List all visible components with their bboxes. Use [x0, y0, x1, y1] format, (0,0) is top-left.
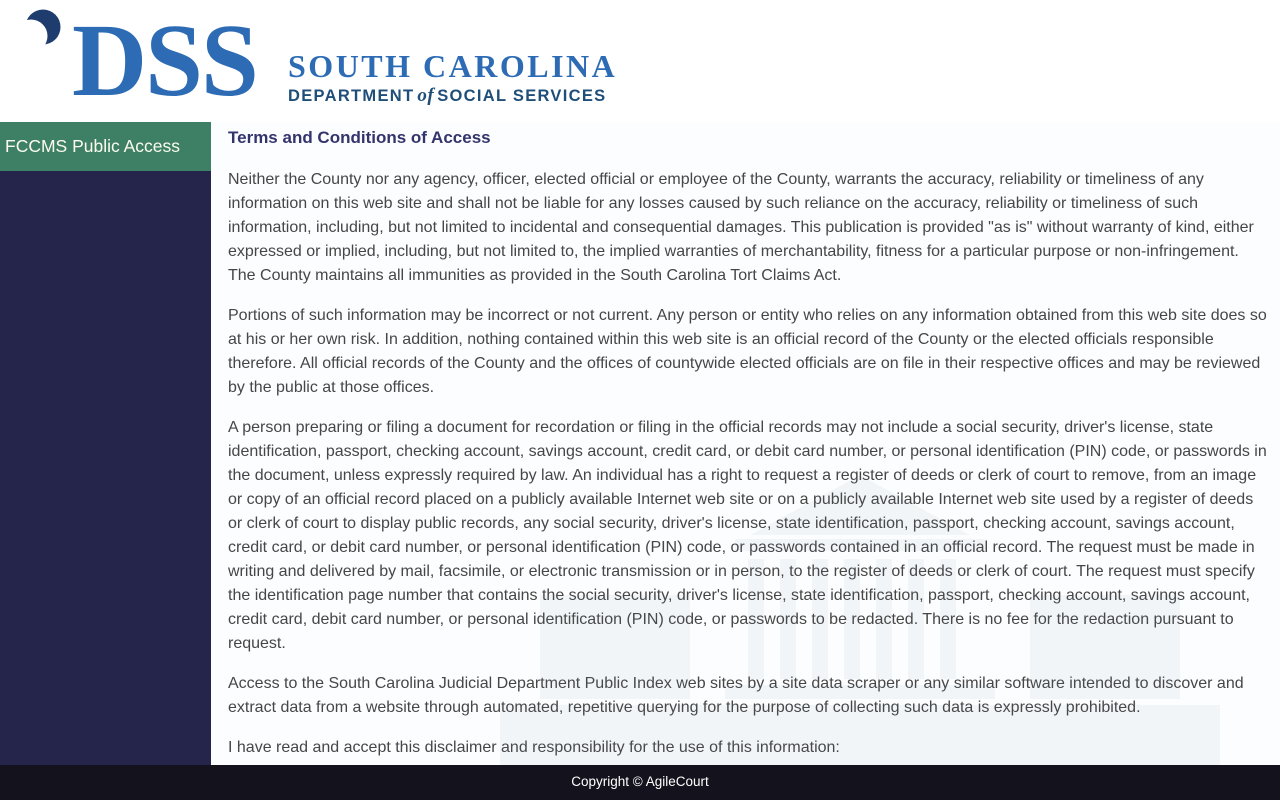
- terms-paragraph: Neither the County nor any agency, officer, elected official or employee of the County, warrants the accuracy, reliability or timeliness of any information on this web site and shall not be liable for any losses caused by such reliance on the accuracy, reliability or timeliness of such information, including, but not limited to incidental and consequential damages. This publication is provided "as is" without warranty of kind, either expressed or implied, including, but not limited to, the implied warranties of merchantability, fitness for a particular purpose or non-infringement. The County maintains all immunities as provided in the South Carolina Tort Claims Act.: [228, 171, 1254, 284]
- crescent-moon-icon: [18, 7, 64, 55]
- sidebar-item-fccms-public-access[interactable]: FCCMS Public Access: [0, 122, 211, 171]
- terms-paragraph: Portions of such information may be incorrect or not current. Any person or entity who relies on any information obtained from this web site does so at his or her own risk. In addition, nothing contained within this web site is an official record of the County or the elected officials responsible therefore. All official records of the County and the offices of countywide elected officials are on file in their respective offices and may be reviewed by the public at those offices.: [228, 307, 1267, 396]
- agency-line2-pre: DEPARTMENT: [288, 87, 415, 105]
- agency-line2-post: SOCIAL SERVICES: [437, 87, 607, 105]
- agency-line2-of: of: [417, 85, 435, 106]
- copyright-text: Copyright © AgileCourt: [571, 774, 709, 789]
- terms-paragraph: Access to the South Carolina Judicial Department Public Index web sites by a site data scraper or any similar software intended to discover and extract data from a website through automated, repetitive querying for the purpose of collecting such data is expressly prohibited.: [228, 675, 1244, 716]
- accept-disclaimer-statement: I have read and accept this disclaimer and responsibility for the use of this information:: [228, 739, 840, 756]
- terms-paragraph: A person preparing or filing a document for recordation or filing in the official records may not include a social security, driver's license, state identification, passport, checking account, savings account, credit card, or debit card number, or personal identification (PIN) code, or passwords in the document, unless expressly required by law. An individual has a right to request a register of deeds or clerk of court to remove, from an image or copy of an official record placed on a publicly available Internet web site or on a publicly available Internet web site used by a register of deeds or clerk of court to display public records, any social security, driver's license, state identification, passport, checking account, savings account, credit card, or debit card number, or personal identification (PIN) code, or passwords contained in an official record. The request must be made in writing and delivered by mail, facsimile, or electronic transmission or in person, to the register of deeds or clerk of court. The request must specify the identification page number that contains the social security, driver's license, state identification, passport, checking account, savings account, credit card, debit card number, or personal identification (PIN) code, or passwords to be redacted. There is no fee for the redaction pursuant to request.: [228, 419, 1267, 652]
- logo-acronym: DSS: [72, 3, 257, 118]
- page-title: Terms and Conditions of Access: [228, 128, 491, 147]
- agency-line1: SOUTH CAROLINA: [288, 48, 618, 84]
- footer: [0, 765, 1280, 800]
- sidebar: [0, 122, 211, 765]
- agency-name: [288, 49, 617, 106]
- main-content: [211, 122, 1280, 765]
- agency-line2: [288, 86, 617, 106]
- header: [0, 0, 1280, 122]
